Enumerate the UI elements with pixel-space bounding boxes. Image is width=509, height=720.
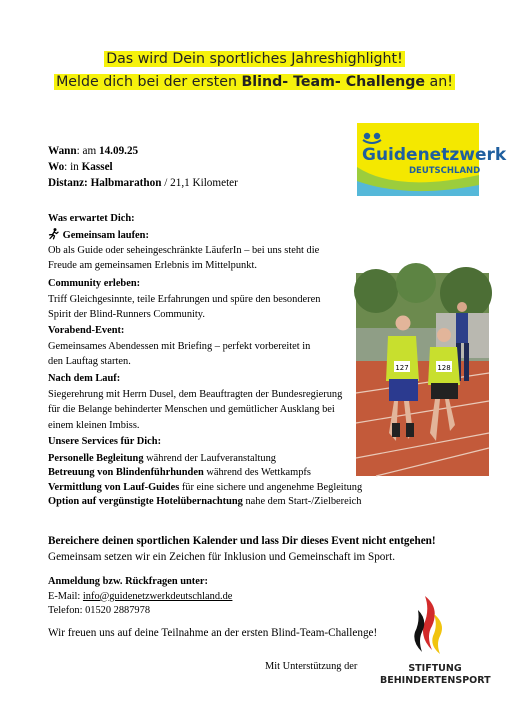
closing-text: Wir freuen uns auf deine Teilnahme an der ersten Blind-Team-Challenge! xyxy=(48,627,378,639)
eve-title: Vorabend-Event: xyxy=(48,325,125,336)
event-info xyxy=(48,143,238,191)
expect-section xyxy=(48,212,348,273)
support-text: Mit Unterstützung der xyxy=(265,661,358,672)
event-where: Wo: in Kassel xyxy=(48,161,113,173)
together-text-2: Freude am gemeinsamen Erlebnis im Mittelpunkt. xyxy=(48,259,257,271)
after-text-1: Siegerehrung mit Herrn Dusel, dem Beauftragten der Bundesregierung xyxy=(48,388,343,400)
calendar-bold: Bereichere deinen sportlichen Kalender und lass Dir dieses Event nicht entgehen! xyxy=(48,535,436,547)
services-heading: Unsere Services für Dich: xyxy=(48,436,162,447)
logo-sub: DEUTSCHLAND xyxy=(409,166,481,176)
together-title: Gemeinsam laufen: xyxy=(48,228,348,245)
stiftung-logo xyxy=(380,588,490,692)
email-link[interactable]: info@guidenetzwerkdeutschland.de xyxy=(82,590,233,602)
event-when: Wann: am 14.09.25 xyxy=(48,145,139,157)
together-text-1: Ob als Guide oder seheingeschränkte LäuferIn – bei uns steht die xyxy=(48,245,320,257)
runner-icon xyxy=(48,228,60,245)
after-text-2: für die Belange behinderter Menschen und gemütlicher Ausklang bei xyxy=(48,404,335,416)
after-title: Nach dem Lauf: xyxy=(48,373,121,384)
contact-heading: Anmeldung bzw. Rückfragen unter: xyxy=(48,576,208,587)
event-distance: Distanz: Halbmarathon / 21,1 Kilometer xyxy=(48,177,238,189)
service-item: Option auf vergünstigte Hotelübernachtung nahe dem Start-/Zielbereich xyxy=(48,496,362,508)
community-title: Community erleben: xyxy=(48,278,141,289)
calendar-text: Gemeinsam setzen wir ein Zeichen für Inklusion und Gemeinschaft im Sport. xyxy=(48,551,396,563)
contact-section xyxy=(48,575,368,619)
contact-phone: Telefon: 01520 2887978 xyxy=(48,605,151,617)
expect-heading: Was erwartet Dich: xyxy=(48,213,135,224)
service-item: Personelle Begleitung während der Laufveranstaltung xyxy=(48,452,276,464)
calendar-section xyxy=(48,533,498,565)
headline-line-1: Das wird Dein sportliches Jahreshighlight! xyxy=(106,51,403,67)
services-section xyxy=(48,435,488,510)
service-item: Betreuung von Blindenführhunden während des Wettkampfs xyxy=(48,467,311,479)
headline xyxy=(0,48,509,94)
community-text-2: Spirit der Blind-Runners Community. xyxy=(48,309,205,321)
community-text-1: Triff Gleichgesinnte, teile Erfahrungen und spüre den besonderen xyxy=(48,293,321,305)
after-text-3: einem kleinen Imbiss. xyxy=(48,419,140,431)
after-section xyxy=(48,372,354,433)
bib-right: 128 xyxy=(437,364,451,372)
logo-word: Guidenetzwerk xyxy=(362,145,507,165)
eve-text-1: Gemeinsames Abendessen mit Briefing – perfekt vorbereitet in xyxy=(48,340,311,352)
guidenetzwerk-logo xyxy=(357,123,507,196)
eve-section xyxy=(48,324,348,370)
service-item: Vermittlung von Lauf-Guides für eine sichere und angenehme Begleitung xyxy=(48,481,363,493)
headline-line-2: Melde dich bei der ersten Blind- Team- Challenge an! xyxy=(56,74,453,90)
contact-email: E-Mail: info@guidenetzwerkdeutschland.de xyxy=(48,590,233,602)
stiftung-line-2: BEHINDERTENSPORT xyxy=(380,675,491,686)
stiftung-line-1: STIFTUNG xyxy=(408,663,462,674)
bib-left: 127 xyxy=(395,364,409,372)
community-section xyxy=(48,277,348,323)
eve-text-2: den Lauftag starten. xyxy=(48,356,131,368)
